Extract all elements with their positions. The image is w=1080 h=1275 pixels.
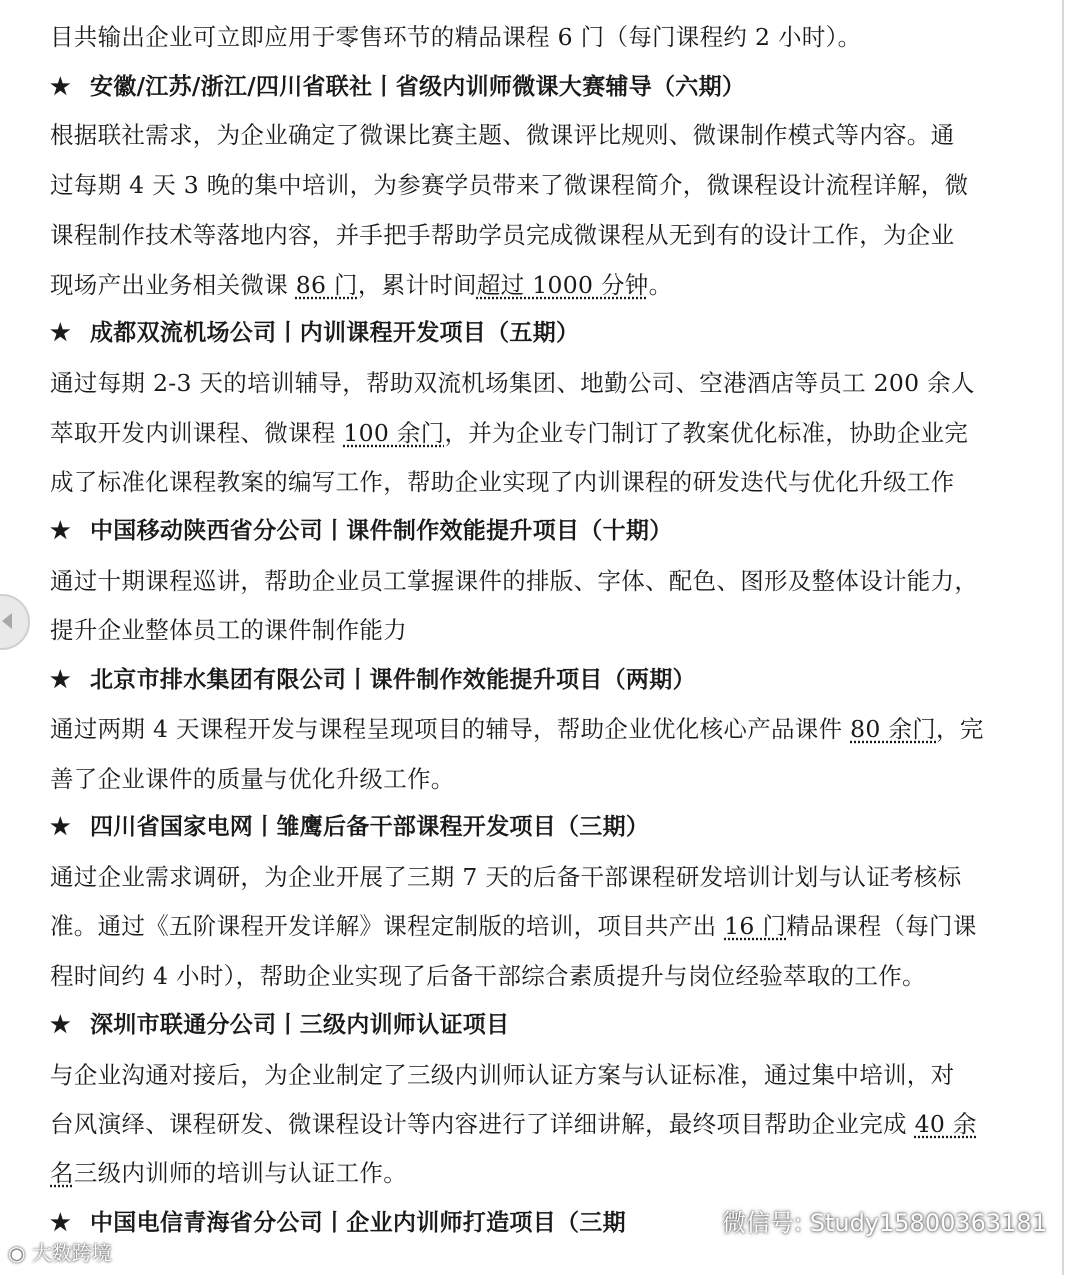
wechat-icon xyxy=(690,1212,718,1236)
star-icon: ★ xyxy=(50,1209,71,1236)
highlighted-figure: 80 余门 xyxy=(850,715,937,743)
paragraph-line xyxy=(50,911,1040,941)
paragraph-line xyxy=(50,615,1040,645)
text-run: 成都双流机场公司丨内训课程开发项目（五期） xyxy=(90,319,580,346)
text-run: 成了标准化课程教案的编写工作，帮助企业实现了内训课程的研发迭代与优化升级工作 xyxy=(50,468,955,496)
text-run: 三级内训师的培训与认证工作。 xyxy=(73,1159,408,1187)
text-run: 提升企业整体员工的课件制作能力 xyxy=(50,616,407,644)
paragraph-line xyxy=(50,170,1040,200)
text-run: 准。通过《五阶课程开发详解》课程定制版的培训，项目共产出 xyxy=(50,912,725,940)
star-icon: ★ xyxy=(50,73,71,100)
text-run: 四川省国家电网丨雏鹰后备干部课程开发项目（三期） xyxy=(90,813,650,840)
highlighted-figure: 超过 1000 分钟 xyxy=(476,271,649,299)
paragraph-line xyxy=(50,1158,1040,1188)
project-heading xyxy=(50,72,1040,102)
project-heading xyxy=(50,1010,1040,1040)
project-heading xyxy=(50,812,1040,842)
text-run: 善了企业课件的质量与优化升级工作。 xyxy=(50,765,455,793)
star-icon: ★ xyxy=(50,1011,71,1038)
text-run: 精品课程（每门课 xyxy=(786,912,977,940)
highlighted-figure: 86 门 xyxy=(295,271,358,299)
text-run: 目共输出企业可立即应用于零售环节的精品课程 6 门（每门课程约 2 小时）。 xyxy=(50,23,862,51)
paragraph-line xyxy=(50,961,1040,991)
text-run: 北京市排水集团有限公司丨课件制作效能提升项目（两期） xyxy=(90,666,696,693)
project-heading xyxy=(50,516,1040,546)
text-run: ，并为企业专门制订了教案优化标准，协助企业完 xyxy=(444,419,969,447)
side-arrow-icon xyxy=(2,613,12,629)
text-run: 台风演绎、课程研发、微课程设计等内容进行了详细讲解，最终项目帮助企业完成 xyxy=(50,1110,915,1138)
text-run: 。 xyxy=(648,271,673,299)
text-run: 现场产出业务相关微课 xyxy=(50,271,296,299)
text-run: 萃取开发内训课程、微课程 xyxy=(50,419,344,447)
highlighted-figure: 40 余 xyxy=(914,1110,977,1138)
text-run: 通过企业需求调研，为企业开展了三期 7 天的后备干部课程研发培训计划与认证考核标 xyxy=(50,863,962,891)
paragraph-line xyxy=(50,1060,1040,1090)
text-run: 中国移动陕西省分公司丨课件制作效能提升项目（十期） xyxy=(90,517,673,544)
text-run: 深圳市联通分公司丨三级内训师认证项目 xyxy=(90,1011,510,1038)
paragraph-line xyxy=(50,862,1040,892)
text-run: 课程制作技术等落地内容，并手把手帮助学员完成微课程从无到有的设计工作，为企业 xyxy=(50,221,955,249)
wechat-watermark xyxy=(690,1207,1047,1239)
text-run: 过每期 4 天 3 晚的集中培训，为参赛学员带来了微课程简介，微课程设计流程详解，微 xyxy=(50,171,969,199)
text-run: 通过每期 2-3 天的培训辅导，帮助双流机场集团、地勤公司、空港酒店等员工 200 余人 xyxy=(50,369,975,397)
project-heading xyxy=(50,318,1040,348)
page-right-border xyxy=(1062,0,1064,1275)
text-run: 程时间约 4 小时），帮助企业实现了后备干部综合素质提升与岗位经验萃取的工作。 xyxy=(50,962,926,990)
paragraph-line xyxy=(50,270,1040,300)
star-icon: ★ xyxy=(50,319,71,346)
text-run: 根据联社需求，为企业确定了微课比赛主题、微课评比规则、微课制作模式等内容。通 xyxy=(50,121,955,149)
text-run: 与企业沟通对接后，为企业制定了三级内训师认证方案与认证标准，通过集中培训，对 xyxy=(50,1061,955,1089)
weibo-account-text: 大数跨境 xyxy=(31,1241,112,1265)
star-icon: ★ xyxy=(50,813,71,840)
text-run: 通过十期课程巡讲，帮助企业员工掌握课件的排版、字体、配色、图形及整体设计能力， xyxy=(50,567,979,595)
paragraph-line xyxy=(50,368,1040,398)
paragraph-line xyxy=(50,1109,1040,1139)
highlighted-figure: 100 余门 xyxy=(343,419,445,447)
text-run: 通过两期 4 天课程开发与课程呈现项目的辅导，帮助企业优化核心产品课件 xyxy=(50,715,851,743)
project-heading xyxy=(50,665,1040,695)
highlighted-figure: 16 门 xyxy=(724,912,787,940)
text-run: 安徽/江苏/浙江/四川省联社丨省级内训师微课大赛辅导（六期） xyxy=(90,73,746,100)
paragraph-line xyxy=(50,22,1040,52)
star-icon: ★ xyxy=(50,517,71,544)
paragraph-line xyxy=(50,764,1040,794)
paragraph-line xyxy=(50,714,1040,744)
text-run: ，累计时间 xyxy=(357,271,477,299)
highlighted-figure: 名 xyxy=(50,1159,74,1187)
wechat-id-text: 微信号: Study15800363181 xyxy=(722,1209,1047,1237)
paragraph-line xyxy=(50,120,1040,150)
star-icon: ★ xyxy=(50,666,71,693)
paragraph-line xyxy=(50,418,1040,448)
paragraph-line xyxy=(50,566,1040,596)
text-run: 中国电信青海省分公司丨企业内训师打造项目（三期 xyxy=(90,1209,626,1236)
paragraph-line xyxy=(50,467,1040,497)
weibo-icon: ◉ xyxy=(8,1241,26,1265)
weibo-watermark xyxy=(8,1240,112,1266)
text-run: ，完 xyxy=(936,715,984,743)
paragraph-line xyxy=(50,220,1040,250)
